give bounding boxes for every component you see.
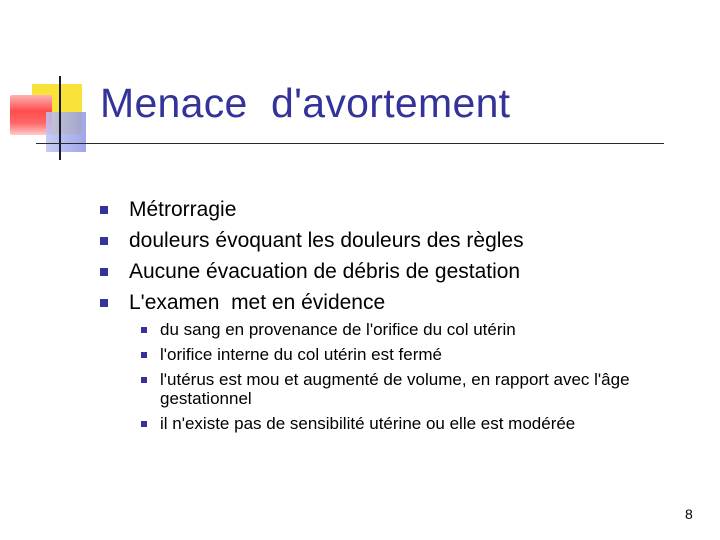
bullet-item (100, 194, 524, 225)
square-bullet-icon (100, 268, 108, 276)
sub-bullet-item (141, 345, 681, 364)
sub-bullet-item (141, 414, 681, 433)
square-bullet-icon (141, 327, 147, 333)
square-bullet-icon (100, 237, 108, 245)
square-bullet-icon (141, 377, 147, 383)
slide-title: Menace d'avortement (100, 80, 511, 126)
sub-bullet-text: l'orifice interne du col utérin est fermé (160, 345, 442, 364)
square-bullet-icon (141, 352, 147, 358)
sub-bullet-item (141, 370, 681, 408)
sub-bullet-list (141, 320, 681, 439)
bullet-item (100, 225, 524, 256)
bullet-text: Aucune évacuation de débris de gestation (129, 260, 521, 283)
square-bullet-icon (141, 421, 147, 427)
bullet-text: douleurs évoquant les douleurs des règles (129, 229, 524, 252)
sub-bullet-text: l'utérus est mou et augmenté de volume, en rapport avec l'âge gestationnel (160, 370, 630, 408)
bullet-text: Métrorragie (129, 198, 237, 221)
bullet-item (100, 287, 524, 318)
square-bullet-icon (100, 206, 108, 214)
sub-bullet-text: du sang en provenance de l'orifice du col utérin (160, 320, 516, 339)
decor-vertical-line (59, 76, 61, 160)
title-underline (36, 143, 664, 144)
bullet-list (100, 194, 524, 318)
decor-blue-square (46, 112, 86, 152)
square-bullet-icon (100, 299, 108, 307)
bullet-text: L'examen met en évidence (129, 291, 386, 314)
sub-bullet-text: il n'existe pas de sensibilité utérine ou elle est modérée (160, 414, 576, 433)
page-number: 8 (685, 506, 693, 522)
sub-bullet-item (141, 320, 681, 339)
bullet-item (100, 256, 524, 287)
